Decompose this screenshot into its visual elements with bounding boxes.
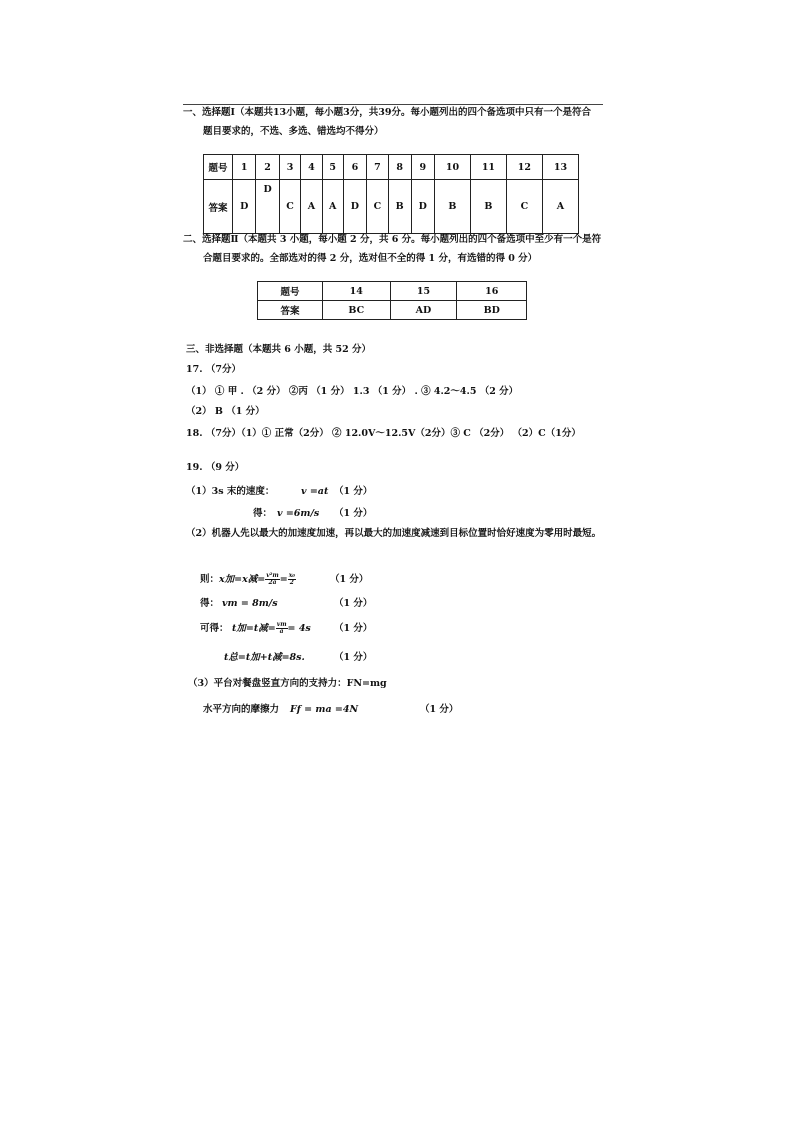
table1-answer-label: 答案 xyxy=(204,180,233,234)
table1-number: 13 xyxy=(542,155,578,180)
q19-part2-eq3-label: 可得： xyxy=(200,623,229,634)
header-rule xyxy=(183,104,603,105)
table1-answer: B xyxy=(388,180,411,234)
section1-heading-line2: 题目要求的，不选、多选、错选均不得分） xyxy=(203,126,384,137)
table1-answer: D xyxy=(343,180,366,234)
q19-part2-eq4-score: （1 分） xyxy=(334,652,373,663)
table2-answer: AD xyxy=(390,301,457,320)
q19-part3-friction-score: （1 分） xyxy=(420,704,459,715)
table1-header-label: 题号 xyxy=(204,155,233,180)
table1-number: 4 xyxy=(301,155,322,180)
table2-number-row xyxy=(258,282,527,301)
section3-heading: 三、非选择题（本题共 6 小题，共 52 分） xyxy=(186,344,372,355)
table2-answer: BC xyxy=(323,301,391,320)
table1-answer-row xyxy=(204,180,579,234)
q19-part2-eq2-score: （1 分） xyxy=(334,598,373,609)
table1-answer: D xyxy=(256,180,279,234)
q19-part1-label: （1）3s 末的速度： xyxy=(186,486,275,497)
q19-part1-score: （1 分） xyxy=(334,486,373,497)
q19-part1-equation: v =at xyxy=(301,486,329,497)
q17-part1: （1） ① 甲 . （2 分） ②丙 （1 分） 1.3 （1 分） . ③ 4.2～4.5 （2 分） xyxy=(186,386,519,397)
table1-answer: D xyxy=(233,180,256,234)
q19-part2-eq1-score: （1 分） xyxy=(330,574,369,585)
q19-part1-result-score: （1 分） xyxy=(334,508,373,519)
q19-title: 19. （9 分） xyxy=(186,462,245,473)
q19-part1-result-label: 得： xyxy=(253,508,273,519)
q17-part2: （2） B （1 分） xyxy=(186,406,265,417)
table1-number-row xyxy=(204,155,579,180)
table2-number: 14 xyxy=(323,282,391,301)
table1-number: 10 xyxy=(434,155,470,180)
table2-header-label: 题号 xyxy=(258,282,323,301)
q17-title: 17. （7分） xyxy=(186,364,241,375)
table1-answer: C xyxy=(367,180,389,234)
table1-number: 5 xyxy=(322,155,343,180)
eq1-lhs: x加=x减= xyxy=(219,574,266,585)
eq3-fraction: $\frac{vm}{a}$ xyxy=(276,621,287,635)
table1-answer: B xyxy=(434,180,470,234)
section2-heading-line2: 合题目要求的。全部选对的得 2 分，选对但不全的得 1 分，有选错的得 0 分） xyxy=(203,253,538,264)
table1-answer: B xyxy=(470,180,506,234)
table1-answer: A xyxy=(301,180,322,234)
q19-part1-result: v =6m/s xyxy=(277,508,320,519)
section1-heading-line1: 一、选择题Ⅰ（本题共13小题，每小题3分，共39分。每小题列出的四个备选项中只有一个是符合 xyxy=(183,107,591,118)
table1-number: 9 xyxy=(411,155,434,180)
table1-number: 11 xyxy=(470,155,506,180)
eq1-fraction-b: $\frac{\text{x₀}}{2}$ xyxy=(288,572,295,586)
table2-answer: BD xyxy=(457,301,527,320)
q19-part2-text: （2）机器人先以最大的加速度加速，再以最大的加速度减速到目标位置时恰好速度为零用时最短。 xyxy=(186,528,602,539)
table1-answer: A xyxy=(542,180,578,234)
q19-part2-eq1: x加=x减= $\frac{\text{v²m}}{2a}$ = $\frac{\text{x₀}}{2}$ xyxy=(219,572,295,586)
table1-number: 8 xyxy=(388,155,411,180)
table2-number: 15 xyxy=(390,282,457,301)
q19-part2-eq2: vm = 8m/s xyxy=(222,598,278,609)
table2-answer-row xyxy=(258,301,527,320)
q19-part2-eq1-label: 则： xyxy=(200,574,220,585)
table1-number: 12 xyxy=(506,155,542,180)
table1-number: 3 xyxy=(279,155,301,180)
table1-number: 1 xyxy=(233,155,256,180)
table1-number: 7 xyxy=(367,155,389,180)
q19-part2-eq3-score: （1 分） xyxy=(334,623,373,634)
q19-part3-friction-label: 水平方向的摩擦力 xyxy=(203,704,280,715)
table1-number: 6 xyxy=(343,155,366,180)
eq1-fraction-a: $\frac{\text{v²m}}{2a}$ xyxy=(266,572,279,586)
table1-answer: C xyxy=(279,180,301,234)
q19-part3-friction-equation: Ff = ma =4N xyxy=(290,704,359,715)
choice-answer-table-1 xyxy=(203,154,579,234)
q19-part2-eq2-label: 得： xyxy=(200,598,220,609)
table2-answer-label: 答案 xyxy=(258,301,323,320)
table1-answer: A xyxy=(322,180,343,234)
q18-answer: 18. （7分）（1）① 正常（2分） ② 12.0V～12.5V（2分）③ C （2分） （2）C（1分） xyxy=(186,428,581,439)
table2-number: 16 xyxy=(457,282,527,301)
section2-heading-line1: 二、选择题Ⅱ（本题共 3 小题，每小题 2 分，共 6 分。每小题列出的四个备选项中至少有一个是符 xyxy=(183,234,602,245)
q19-part2-eq4: t总=t加+t减=8s. xyxy=(224,652,305,663)
table1-answer: D xyxy=(411,180,434,234)
q19-part3-text: （3）平台对餐盘竖直方向的支持力：FN=mg xyxy=(188,678,387,689)
table1-answer: C xyxy=(506,180,542,234)
table1-number: 2 xyxy=(256,155,279,180)
q19-part2-eq3: t加=t减= $\frac{vm}{a}$ = 4s xyxy=(232,621,311,635)
choice-answer-table-2 xyxy=(257,281,527,320)
